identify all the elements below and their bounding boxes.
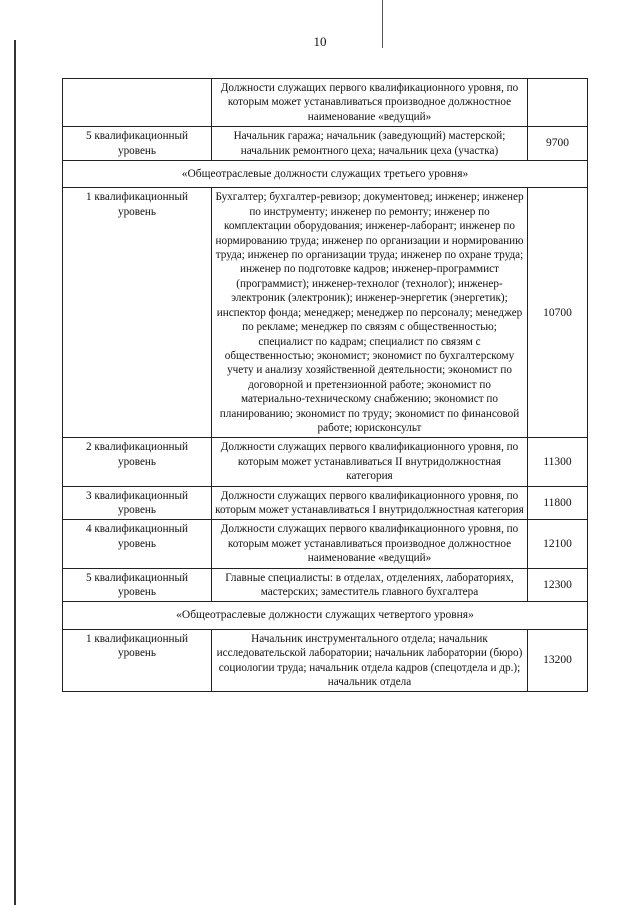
section-title: «Общеотраслевые должности служащих третьего уровня» (63, 161, 588, 188)
description-cell: Должности служащих первого квалификационного уровня, по которым может устанавливаться I внутридолжностная категория (212, 486, 528, 520)
table-row (63, 629, 588, 692)
table-row (63, 486, 588, 520)
salary-cell (528, 79, 588, 127)
table-row (63, 568, 588, 602)
salary-cell: 12300 (528, 568, 588, 602)
level-cell: 2 квалификационный уровень (63, 438, 212, 486)
table-row (63, 79, 588, 127)
level-cell: 1 квалификационный уровень (63, 629, 212, 692)
salary-cell: 9700 (528, 127, 588, 161)
table-row (63, 438, 588, 486)
level-cell: 1 квалификационный уровень (63, 188, 212, 438)
salary-cell: 12100 (528, 520, 588, 568)
description-cell: Должности служащих первого квалификационного уровня, по которым может устанавливаться производное должностное наименование «ведущий» (212, 520, 528, 568)
table-row (63, 127, 588, 161)
scan-edge-left (14, 40, 16, 905)
table-row (63, 188, 588, 438)
page-number: 10 (313, 34, 327, 49)
description-cell: Должности служащих первого квалификационного уровня, по которым может устанавливаться II внутридолжностная категория (212, 438, 528, 486)
salary-cell: 10700 (528, 188, 588, 438)
level-cell: 4 квалификационный уровень (63, 520, 212, 568)
salary-table (62, 78, 588, 692)
section-title: «Общеотраслевые должности служащих четвертого уровня» (63, 602, 588, 629)
level-cell: 5 квалификационный уровень (63, 568, 212, 602)
description-cell: Бухгалтер; бухгалтер-ревизор; документовед; инженер; инженер по инструменту; инженер по ремонту; инженер по комплектации оборудования; инженер-лаборант; инженер по нормированию труда; инженер по организации и нормированию труда; инженер по организации труда; инженер по охране труда; инженер по подготовке кадров; инженер-программист (программист); инженер-технолог (технолог); инженер-электроник (электроник); инженер-энергетик (энергетик); инспектор фонда; менеджер; менеджер по персоналу; менеджер по рекламе; менеджер по связям с общественностью; специалист по кадрам; специалист по связям с общественностью; экономист; экономист по бухгалтерскому учету и анализу хозяйственной деятельности; экономист по договорной и претензионной работе; экономист по материально-техническому снабжению; экономист по планированию; экономист по труду; экономист по финансовой работе; юрисконсульт (212, 188, 528, 438)
salary-cell: 11300 (528, 438, 588, 486)
salary-cell: 11800 (528, 486, 588, 520)
salary-cell: 13200 (528, 629, 588, 692)
description-cell: Должности служащих первого квалификационного уровня, по которым может устанавливаться производное должностное наименование «ведущий» (212, 79, 528, 127)
table-row (63, 520, 588, 568)
description-cell: Начальник гаража; начальник (заведующий) мастерской; начальник ремонтного цеха; начальник цеха (участка) (212, 127, 528, 161)
section-row (63, 602, 588, 629)
level-cell: 3 квалификационный уровень (63, 486, 212, 520)
description-cell: Главные специалисты: в отделах, отделениях, лабораториях, мастерских; заместитель главного бухгалтера (212, 568, 528, 602)
description-cell: Начальник инструментального отдела; начальник исследовательской лаборатории; начальник лаборатории (бюро) социологии труда; начальник отдела кадров (спецотдела и др.); начальник отдела (212, 629, 528, 692)
section-row (63, 161, 588, 188)
level-cell: 5 квалификационный уровень (63, 127, 212, 161)
level-cell (63, 79, 212, 127)
